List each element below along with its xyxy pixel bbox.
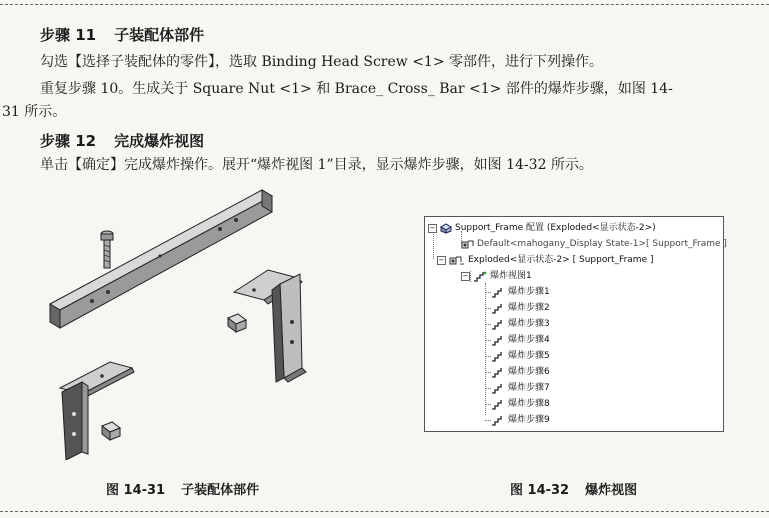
step-11-text-3: 31 所示。 xyxy=(2,104,67,120)
tree-row-exploded-config[interactable] xyxy=(437,253,653,267)
step-12-text-1: 单击【确定】完成爆炸操作。展开“爆炸视图 1”目录，显示爆炸步骤，如图 14-32 所示。 xyxy=(40,157,593,173)
left-bracket-part xyxy=(60,362,134,460)
tree-row-explode-step[interactable] xyxy=(491,397,550,411)
tree-row-explode-step[interactable] xyxy=(491,413,550,427)
tree-row-root[interactable] xyxy=(428,221,656,235)
figure-14-31-caption xyxy=(106,479,259,498)
tree-row-default-config[interactable] xyxy=(461,237,727,251)
config-active-icon xyxy=(449,255,465,266)
collapse-toggle-icon[interactable]: − xyxy=(438,255,445,264)
tree-row-explode-step[interactable] xyxy=(491,381,550,395)
tree-default-label: Default<mahogany_Display State-1>[ Support_Frame ] xyxy=(477,239,727,249)
explode-step-label: 爆炸步骤3 xyxy=(508,319,550,329)
explode-step-icon xyxy=(491,351,505,362)
explode-step-icon xyxy=(491,287,505,298)
subassembly-parts-illustration xyxy=(40,182,380,460)
step-11-text-1: 勾选【选择子装配体的零件】，选取 Binding Head Screw <1> 零部件，进行下列操作。 xyxy=(40,54,604,70)
tree-row-explode-step[interactable] xyxy=(491,365,550,379)
bottom-dashed-rule xyxy=(0,511,769,512)
tree-view-label: 爆炸视图1 xyxy=(490,271,532,281)
explode-view-icon xyxy=(473,271,487,282)
explode-step-icon xyxy=(491,399,505,410)
tree-root-label: Support_Frame 配置 (Exploded<显示状态-2>) xyxy=(455,223,656,233)
explode-step-label: 爆炸步骤2 xyxy=(508,303,550,313)
collapse-toggle-icon[interactable]: − xyxy=(429,223,436,232)
figure-14-31-title: 子装配体部件 xyxy=(181,483,260,498)
tree-row-explode-step[interactable] xyxy=(491,301,550,315)
tree-row-explode-step[interactable] xyxy=(491,333,550,347)
figure-14-32-number: 图 14-32 xyxy=(510,483,570,498)
explode-step-icon xyxy=(491,335,505,346)
explode-step-label: 爆炸步骤7 xyxy=(508,383,550,393)
figure-14-31-number: 图 14-31 xyxy=(106,483,166,498)
step-11-title: 子装配体部件 xyxy=(114,26,205,44)
config-item-icon xyxy=(461,239,474,249)
figure-14-32-title: 爆炸视图 xyxy=(585,483,638,498)
top-dashed-rule xyxy=(0,4,769,5)
explode-step-icon xyxy=(491,415,505,426)
explode-step-label: 爆炸步骤8 xyxy=(508,399,550,409)
explode-step-label: 爆炸步骤6 xyxy=(508,367,550,377)
explode-step-label: 爆炸步骤4 xyxy=(508,335,550,345)
binding-head-screw-part xyxy=(101,231,113,268)
explode-step-label: 爆炸步骤1 xyxy=(508,287,550,297)
tree-row-explode-step[interactable] xyxy=(491,285,550,299)
step-11-number: 步骤 11 xyxy=(40,26,97,44)
step-12-heading xyxy=(40,130,204,151)
explode-step-label: 爆炸步骤9 xyxy=(508,415,550,425)
tree-row-explode-step[interactable] xyxy=(491,349,550,363)
tree-row-explode-view[interactable] xyxy=(461,269,532,283)
explode-step-icon xyxy=(491,303,505,314)
step-11-text-2: 重复步骤 10。生成关于 Square Nut <1> 和 Brace_ Cross_ Bar <1> 部件的爆炸步骤，如图 14- xyxy=(40,81,673,97)
explode-step-icon xyxy=(491,367,505,378)
step-11-heading xyxy=(40,24,204,45)
explode-step-icon xyxy=(491,319,505,330)
explode-step-label: 爆炸步骤5 xyxy=(508,351,550,361)
cross-bar-part xyxy=(50,190,272,328)
explode-step-icon xyxy=(491,383,505,394)
step-12-number: 步骤 12 xyxy=(40,132,97,150)
figure-14-32-caption xyxy=(510,479,637,498)
right-square-nut-part xyxy=(228,314,246,332)
tree-exploded-label: Exploded<显示状态-2> [ Support_Frame ] xyxy=(468,255,654,265)
collapse-toggle-icon[interactable]: − xyxy=(462,271,469,280)
configuration-feature-tree xyxy=(424,216,727,432)
step-12-title: 完成爆炸视图 xyxy=(114,132,205,150)
left-square-nut-part xyxy=(102,422,120,440)
configuration-icon xyxy=(440,223,452,234)
tree-row-explode-step[interactable] xyxy=(491,317,550,331)
